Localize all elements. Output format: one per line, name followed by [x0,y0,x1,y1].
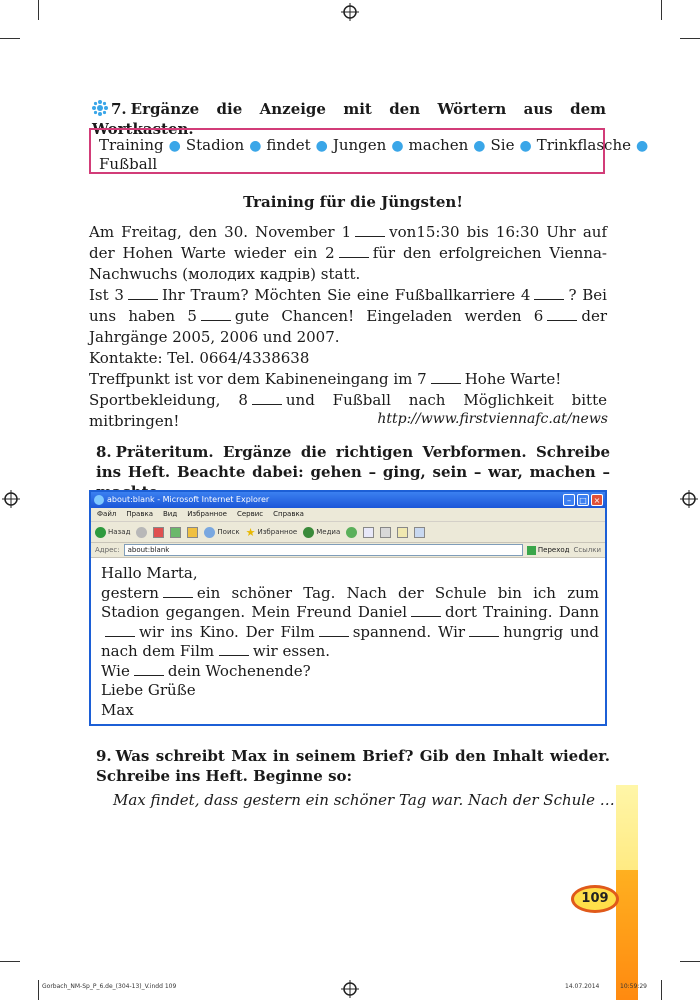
letter-text-segment: wir ins Kino. Der Film [139,622,315,641]
gap-blank [128,289,158,300]
gap-blank [219,645,249,656]
gap-blank [355,226,385,237]
letter-text-segment: dein Wochenende? [167,661,311,680]
word: Fußball [99,155,158,173]
footer-time: 10:59:29 [620,983,647,990]
exercise-instruction: Ergänze die Anzeige mit den Wörtern aus dem Wortkasten. [92,100,606,138]
source-link: http://www.firstviennafc.at/news [377,411,608,427]
minimize-button[interactable]: – [563,494,575,506]
media-button[interactable] [303,527,340,538]
ad-text-segment: Treffpunkt ist vor dem Kabineneingang im 7 [89,370,427,388]
close-button[interactable]: × [591,494,603,506]
side-decoration [616,870,638,1000]
favorites-label: Избранное [257,528,298,536]
ad-text-segment: von15:30 bis 16:30 Uhr auf der Hohen Warte wieder ein 2 [89,223,607,262]
registration-mark-icon [341,3,359,21]
gap-blank [411,606,441,617]
gap-blank [319,626,349,637]
ad-text [89,222,607,432]
letter-content [101,564,599,720]
letter-text-segment: dort Training. Dann [445,603,599,621]
letter-text-segment: gestern [101,583,159,602]
menu-view[interactable]: Вид [162,510,178,518]
edit-icon[interactable] [397,527,408,538]
word: findet [266,136,311,154]
letter-text-segment: ein schöner Tag. Nach der Schule bin ich zum Stadion gegangen. Mein Freund Daniel [101,583,599,621]
registration-mark-icon [341,980,359,998]
go-label: Переход [537,546,570,554]
bullet-icon: ● [315,138,328,154]
exercise-number: 7. [111,100,127,118]
gap-blank [431,373,461,384]
menu-help[interactable]: Справка [273,510,304,518]
back-label: Назад [108,528,131,536]
letter-text-segment: hungrig und nach dem Film [101,622,599,660]
go-button[interactable] [527,546,570,555]
search-icon [204,527,215,538]
media-label: Медиа [316,528,341,536]
exercise-9-starter: Max findet, dass gestern ein schöner Tag war. Nach der Schule … [113,791,615,809]
links-label[interactable]: Ссылки [573,546,601,554]
word: Stadion [185,136,245,154]
menu-bar [91,508,605,522]
bullet-icon: ● [391,138,404,154]
bullet-icon: ● [519,138,532,154]
ad-text-segment: Am Freitag, den 30. November 1 [89,223,352,241]
ad-contact: Kontakte: Tel. 0664/4338638 [89,349,310,367]
bullet-icon: ● [636,138,649,154]
exercise-number: 8. [96,443,112,461]
print-icon[interactable] [380,527,391,538]
gap-blank [105,626,135,637]
mail-icon[interactable] [363,527,374,538]
ad-text-segment: ? Bei uns haben 5 [89,286,607,325]
ad-text-segment: Ist 3 [89,286,124,304]
star-icon: ★ [245,525,256,539]
ad-text-segment: und Fußball nach Möglichkeit bitte mitbringen! [89,391,607,430]
browser-window [89,490,607,726]
refresh-icon[interactable] [170,527,181,538]
back-arrow-icon [95,527,106,538]
crop-mark [0,961,20,962]
gap-blank [339,247,369,258]
word: Sie [490,136,515,154]
crop-mark [661,0,662,20]
crop-mark [38,980,39,1000]
word: Trinkflasche [536,136,631,154]
history-icon[interactable] [346,527,357,538]
star-icon [92,100,108,116]
window-title: about:blank - Microsoft Internet Explorer [107,495,270,504]
gap-blank [469,626,499,637]
exercise-instruction: Präteritum. Ergänze die richtigen Verbformen. Schreibe ins Heft. Beachte dabei: gehen – ging, sein – war, machen – [96,443,610,481]
word: machen [408,136,469,154]
crop-mark [680,38,700,39]
maximize-button[interactable]: □ [577,494,589,506]
letter-text-segment: Wie [101,661,130,680]
stop-icon[interactable] [153,527,164,538]
address-bar [91,543,605,558]
ad-text-segment: Ihr Traum? Möchten Sie eine Fußballkarriere 4 [161,286,531,304]
bullet-icon: ● [473,138,486,154]
address-input[interactable]: about:blank [124,544,523,556]
favorites-button[interactable] [246,526,298,539]
letter-text-segment: wir essen. [252,642,331,660]
word-box [89,128,649,174]
gap-blank [534,289,564,300]
messenger-icon[interactable] [414,527,425,538]
go-arrow-icon [527,546,536,555]
ad-title: Training für die Jüngsten! [243,193,463,211]
crop-mark [661,980,662,1000]
letter-greeting: Hallo Marta, [101,564,198,582]
gap-blank [134,665,164,676]
crop-mark [680,961,700,962]
gap-blank [252,394,282,405]
letter-signature: Max [101,700,134,719]
page-number: 109 [571,885,619,913]
search-label: Поиск [217,528,240,536]
footer-file: Gorbach_NM-Sp_P_6.de_(304-13)_V.indd 109 [42,983,177,990]
title-bar [91,492,605,508]
ad-text-segment: Hohe Warte! [464,370,562,388]
ad-text-segment: gute Chancen! Eingeladen werden 6 [234,307,544,325]
word: Jungen [332,136,387,154]
ad-text-segment: für den erfolgreichen Vienna-Nachwuchs (молодих кадрів) statt. [89,244,607,283]
address-label: Адрес: [95,546,120,554]
crop-mark [0,38,20,39]
word: Training [99,136,164,154]
ad-text-segment: der Jahrgänge 2005, 2006 und 2007. [89,307,607,346]
back-button[interactable] [95,527,130,538]
footer-date: 14.07.2014 [565,983,600,990]
exercise-9-heading [96,746,610,786]
menu-tools[interactable]: Сервис [236,510,264,518]
gap-blank [201,310,231,321]
letter-text-segment: spannend. Wir [352,622,466,641]
search-button[interactable] [204,527,239,538]
gap-blank [163,587,193,598]
media-icon [303,527,314,538]
exercise-number: 9. [96,747,112,765]
menu-edit[interactable]: Правка [126,510,153,518]
registration-mark-icon [2,490,20,508]
menu-file[interactable]: Файл [97,510,117,518]
letter-closing: Liebe Grüße [101,681,196,699]
bullet-icon: ● [249,138,262,154]
registration-mark-icon [680,490,698,508]
gap-blank [547,310,577,321]
toolbar [91,522,605,543]
ie-icon [94,495,104,505]
home-icon[interactable] [187,527,198,538]
crop-mark [38,0,39,20]
menu-favorites[interactable]: Избранное [187,510,227,518]
forward-arrow-icon[interactable] [136,527,147,538]
exercise-instruction: Was schreibt Max in seinem Brief? Gib den Inhalt wieder. Schreibe ins Heft. Beginne so: [96,747,610,785]
bullet-icon: ● [168,138,181,154]
ad-text-segment: Sportbekleidung, 8 [89,391,248,409]
